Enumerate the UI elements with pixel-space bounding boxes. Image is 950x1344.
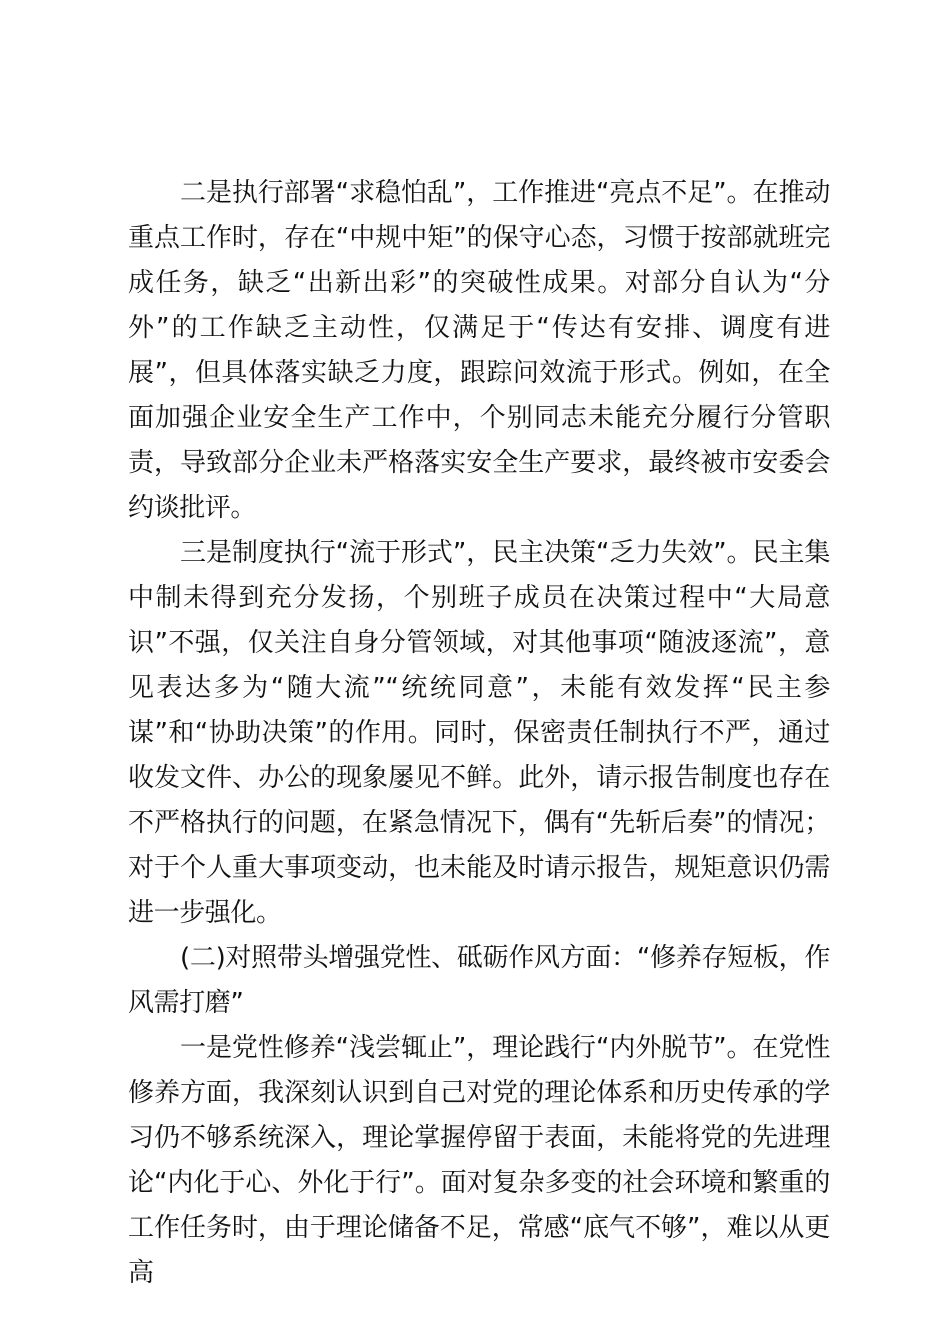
paragraph-party-cultivation: 一是党性修养“浅尝辄止”，理论践行“内外脱节”。在党性修养方面，我深刻认识到自己对党的理论体系和历史传承的学习仍不够系统深入，理论掌握停留于表面，未能将党的先进理论“内化于心、外化于行”。面对复杂多变的社会环境和繁重的工作任务时，由于理论储备不足，常感“底气不够”，难以从更高 — [128, 1033, 830, 1288]
section-heading-party-spirit: (二)对照带头增强党性、砥砺作风方面：“修养存短板，作风需打磨” — [128, 943, 830, 1018]
paragraph-execution: 二是执行部署“求稳怕乱”，工作推进“亮点不足”。在推动重点工作时，存在“中规中矩”的保守心态，习惯于按部就班完成任务，缺乏“出新出彩”的突破性成果。对部分自认为“分外”的工作缺乏主动性，仅满足于“传达有安排、调度有进展”，但具体落实缺乏力度，跟踪问效流于形式。例如，在全面加强企业安全生产工作中，个别同志未能充分履行分管职责，导致部分企业未严格落实安全生产要求，最终被市安委会约谈批评。 — [128, 178, 830, 523]
document-body — [128, 171, 830, 1296]
paragraph-system-execution: 三是制度执行“流于形式”，民主决策“乏力失效”。民主集中制未得到充分发扬，个别班子成员在决策过程中“大局意识”不强，仅关注自身分管领域，对其他事项“随波逐流”，意见表达多为“随大流”“统统同意”，未能有效发挥“民主参谋”和“协助决策”的作用。同时，保密责任制执行不严，通过收发文件、办公的现象屡见不鲜。此外，请示报告制度也存在不严格执行的问题，在紧急情况下，偶有“先斩后奏”的情况；对于个人重大事项变动，也未能及时请示报告，规矩意识仍需进一步强化。 — [128, 538, 830, 928]
